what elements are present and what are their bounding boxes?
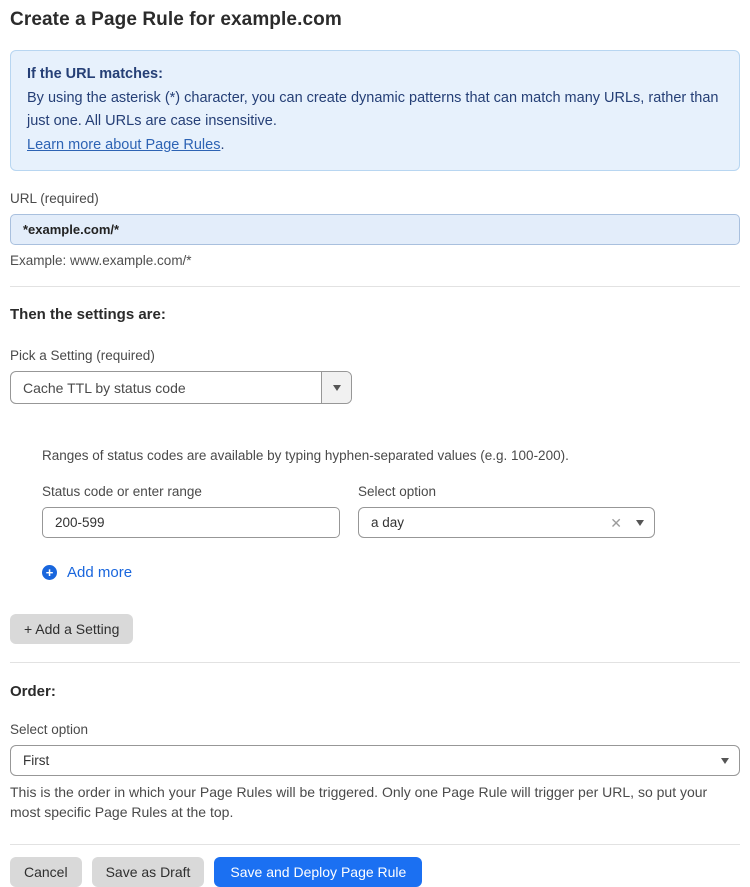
- status-code-label: Status code or enter range: [42, 484, 202, 499]
- order-select-value: First: [23, 753, 50, 768]
- url-example-helper: Example: www.example.com/*: [10, 253, 192, 268]
- page-title: Create a Page Rule for example.com: [10, 9, 342, 30]
- url-match-info-box: [10, 50, 740, 171]
- status-code-field: [42, 484, 340, 538]
- status-code-input[interactable]: [42, 507, 340, 538]
- url-label: URL (required): [10, 191, 99, 206]
- ttl-select-value: a day: [371, 515, 405, 530]
- setting-select[interactable]: [10, 371, 352, 404]
- ttl-select[interactable]: [358, 507, 655, 538]
- add-setting-button[interactable]: + Add a Setting: [10, 614, 133, 644]
- status-code-row: [42, 484, 740, 538]
- learn-more-link[interactable]: Learn more about Page Rules: [27, 136, 221, 153]
- divider: [10, 844, 740, 845]
- ttl-select-label: Select option: [358, 484, 437, 499]
- order-helper: This is the order in which your Page Rules will be triggered. Only one Page Rule will trigger per URL, so put your most specific Page Rules at the top.: [10, 784, 708, 820]
- info-box-heading: If the URL matches:: [27, 66, 163, 82]
- save-and-deploy-button[interactable]: Save and Deploy Page Rule: [214, 857, 422, 887]
- settings-heading: Then the settings are:: [10, 306, 166, 323]
- order-select-label: Select option: [10, 722, 89, 737]
- divider: [10, 286, 740, 287]
- divider: [10, 662, 740, 663]
- url-input[interactable]: [10, 214, 740, 245]
- setting-detail-panel: [42, 448, 740, 581]
- ranges-note: Ranges of status codes are available by typing hyphen-separated values (e.g. 100-200).: [42, 448, 569, 463]
- save-as-draft-button[interactable]: Save as Draft: [92, 857, 205, 887]
- clear-icon[interactable]: ✕: [610, 514, 622, 531]
- order-section: [10, 683, 740, 822]
- ttl-select-field: [358, 484, 655, 538]
- order-select[interactable]: [10, 745, 740, 776]
- pick-setting-label: Pick a Setting (required): [10, 348, 155, 363]
- caret-down-icon: [721, 758, 729, 764]
- caret-down-icon: [333, 385, 341, 391]
- order-heading: Order:: [10, 683, 56, 700]
- setting-select-button[interactable]: [321, 372, 351, 403]
- add-more-link[interactable]: [42, 564, 132, 581]
- add-more-label: Add more: [67, 564, 133, 581]
- url-section: [10, 191, 740, 268]
- info-box-link-row: [27, 134, 723, 158]
- caret-down-icon: [636, 520, 644, 526]
- plus-circle-icon: +: [42, 565, 57, 580]
- setting-select-value: Cache TTL by status code: [23, 379, 186, 396]
- info-box-body: By using the asterisk (*) character, you can create dynamic patterns that can match many URLs, rather than just one. All URLs are case insensitive.: [27, 89, 719, 129]
- cancel-button[interactable]: Cancel: [10, 857, 82, 887]
- link-suffix: .: [220, 136, 225, 153]
- settings-section: [10, 306, 740, 644]
